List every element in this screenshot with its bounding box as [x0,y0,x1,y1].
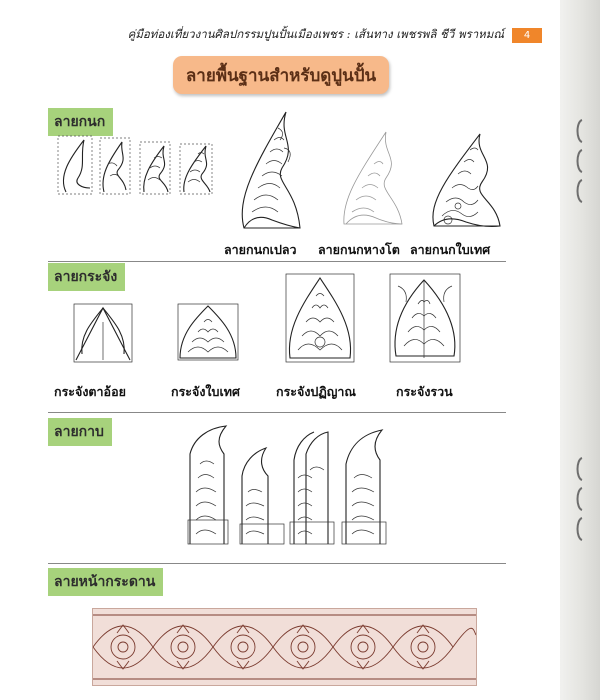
krajang-patiyan-illustration [284,272,356,366]
page-number-badge: 4 [512,28,542,43]
page-title: ลายพื้นฐานสำหรับดูปูนปั้น [173,56,389,94]
section-label-kanok: ลายกนก [48,108,113,136]
krajang-baithet-illustration [174,300,242,364]
kanok-hangto-illustration [340,128,406,228]
krajang-ruan-illustration [388,272,462,366]
caption-kanok-hangto: ลายกนกหางโต [318,242,400,257]
divider-3 [48,563,506,564]
caption-krajang-ruan: กระจังรวน [396,384,453,399]
binder-ring [574,456,584,482]
caption-krajang-baithet: กระจังใบเทศ [171,384,240,399]
binder-edge [560,0,600,700]
divider-2 [48,412,506,413]
caption-krajang-patiyan: กระจังปฏิญาณ [276,384,357,399]
divider-1 [48,261,506,262]
caption-kanok-plaeo: ลายกนกเปลว [224,242,297,257]
caption-kanok-baithet: ลายกนกใบเทศ [410,242,491,257]
kanok-baithet-illustration [428,130,504,230]
binder-ring [574,516,584,542]
kanok-plaeo-illustration [238,108,308,232]
page-header [128,26,542,44]
section-label-kap: ลายกาบ [48,418,112,446]
binder-ring [574,486,584,512]
section-label-nakradan: ลายหน้ากระดาน [48,568,163,596]
binder-ring [574,118,584,144]
header-title: คู่มือท่องเที่ยวงานศิลปกรรมปูนปั้นเมืองเพชร : เส้นทาง เพชรพลิ ชีวี พราหมณ์ [127,27,504,41]
krajang-ta-oi-illustration [70,302,136,366]
nakradan-pattern-band [92,608,477,686]
kap-illustrations [186,424,396,548]
binder-ring [574,148,584,174]
caption-krajang-ta-oi: กระจังตาอ้อย [54,384,126,399]
kanok-construction-sketches [56,132,220,198]
section-label-krajang: ลายกระจัง [48,263,125,291]
binder-ring [574,178,584,204]
